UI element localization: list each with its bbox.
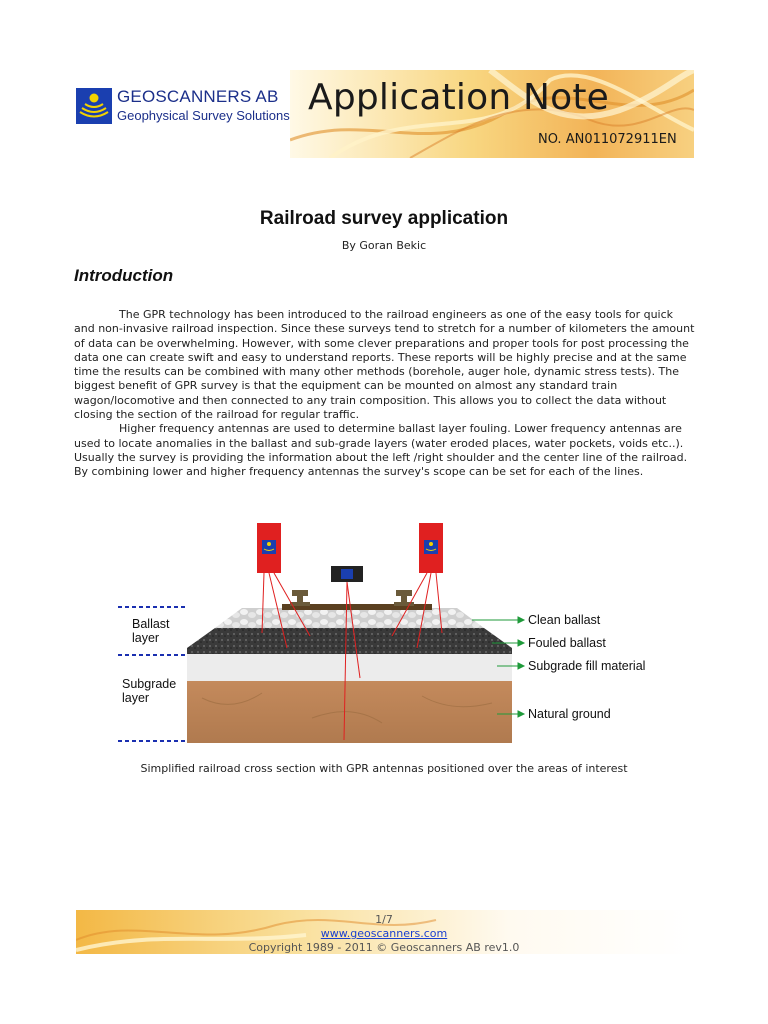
figure-caption: Simplified railroad cross section with GPR antennas positioned over the areas of interest (140, 762, 628, 775)
company-logo (76, 88, 112, 124)
section-heading-introduction: Introduction (74, 266, 174, 285)
page-number: 1/7 (375, 913, 393, 926)
document-author: By Goran Bekic (341, 239, 427, 252)
rail-left (290, 590, 310, 606)
label-subgrade-layer-line1: Subgrade (122, 677, 177, 691)
note-number: NO. AN011072911EN (538, 132, 677, 147)
label-natural-ground: Natural ground (528, 707, 611, 721)
paragraph: The GPR technology has been introduced to the railroad engineers as one of the easy tools for quick and non-invasive railroad inspection. Since these surveys tend to stretch for a number of kilometers the amount of data can be overwhelming. However, with some clever preparations and proper tools for post processing the data one can create swift and easy to understand reports. These reports will be highly precise and at the same time the results can be combined with many other methods (borehole, auger hole, dynamic stress tests). The biggest benefit of GPR survey is that the equipment can be mounted on almost any standard train wagon/locomotive and then connected to any train composition. This allows you to collect the data without closing the section of the railroad for regular traffic. (74, 308, 695, 422)
label-ballast-layer-line2: layer (132, 631, 160, 645)
company-tagline: Geophysical Survey Solutions (117, 108, 290, 123)
label-clean-ballast: Clean ballast (528, 613, 601, 627)
document-title: Railroad survey application (259, 208, 509, 229)
rail-right (394, 590, 414, 606)
copyright-notice: Copyright 1989 - 2011 © Geoscanners AB rev1.0 (248, 941, 520, 954)
subgrade-fill-layer (187, 654, 512, 681)
label-subgrade-layer-line2: layer (122, 691, 150, 705)
label-ballast-layer-line1: Ballast (132, 617, 170, 631)
fouled-ballast-layer (187, 628, 512, 654)
document-type-title: Application Note (308, 77, 610, 118)
railroad-cross-section-figure (112, 518, 652, 753)
company-name: GEOSCANNERS AB (117, 87, 279, 106)
radar-waves-icon (76, 88, 112, 124)
body-text (74, 308, 695, 480)
website-link[interactable]: www.geoscanners.com (320, 927, 448, 940)
label-subgrade-fill-material: Subgrade fill material (528, 659, 646, 673)
gpr-antenna-right (419, 523, 443, 573)
clean-ballast-layer (215, 608, 484, 628)
paragraph: Higher frequency antennas are used to determine ballast layer fouling. Lower frequency antennas are used to locate anomalies in the ballast and sub-grade layers (water eroded places, water pockets, voids etc..). Usually the survey is providing the information about the left /right shoulder and the center line of the railroad. By combining lower and higher frequency antennas the survey's scope can be set for each of the lines. (74, 422, 688, 479)
gpr-antenna-left (257, 523, 281, 573)
label-fouled-ballast: Fouled ballast (528, 636, 606, 650)
gpr-antenna-center (331, 566, 363, 582)
